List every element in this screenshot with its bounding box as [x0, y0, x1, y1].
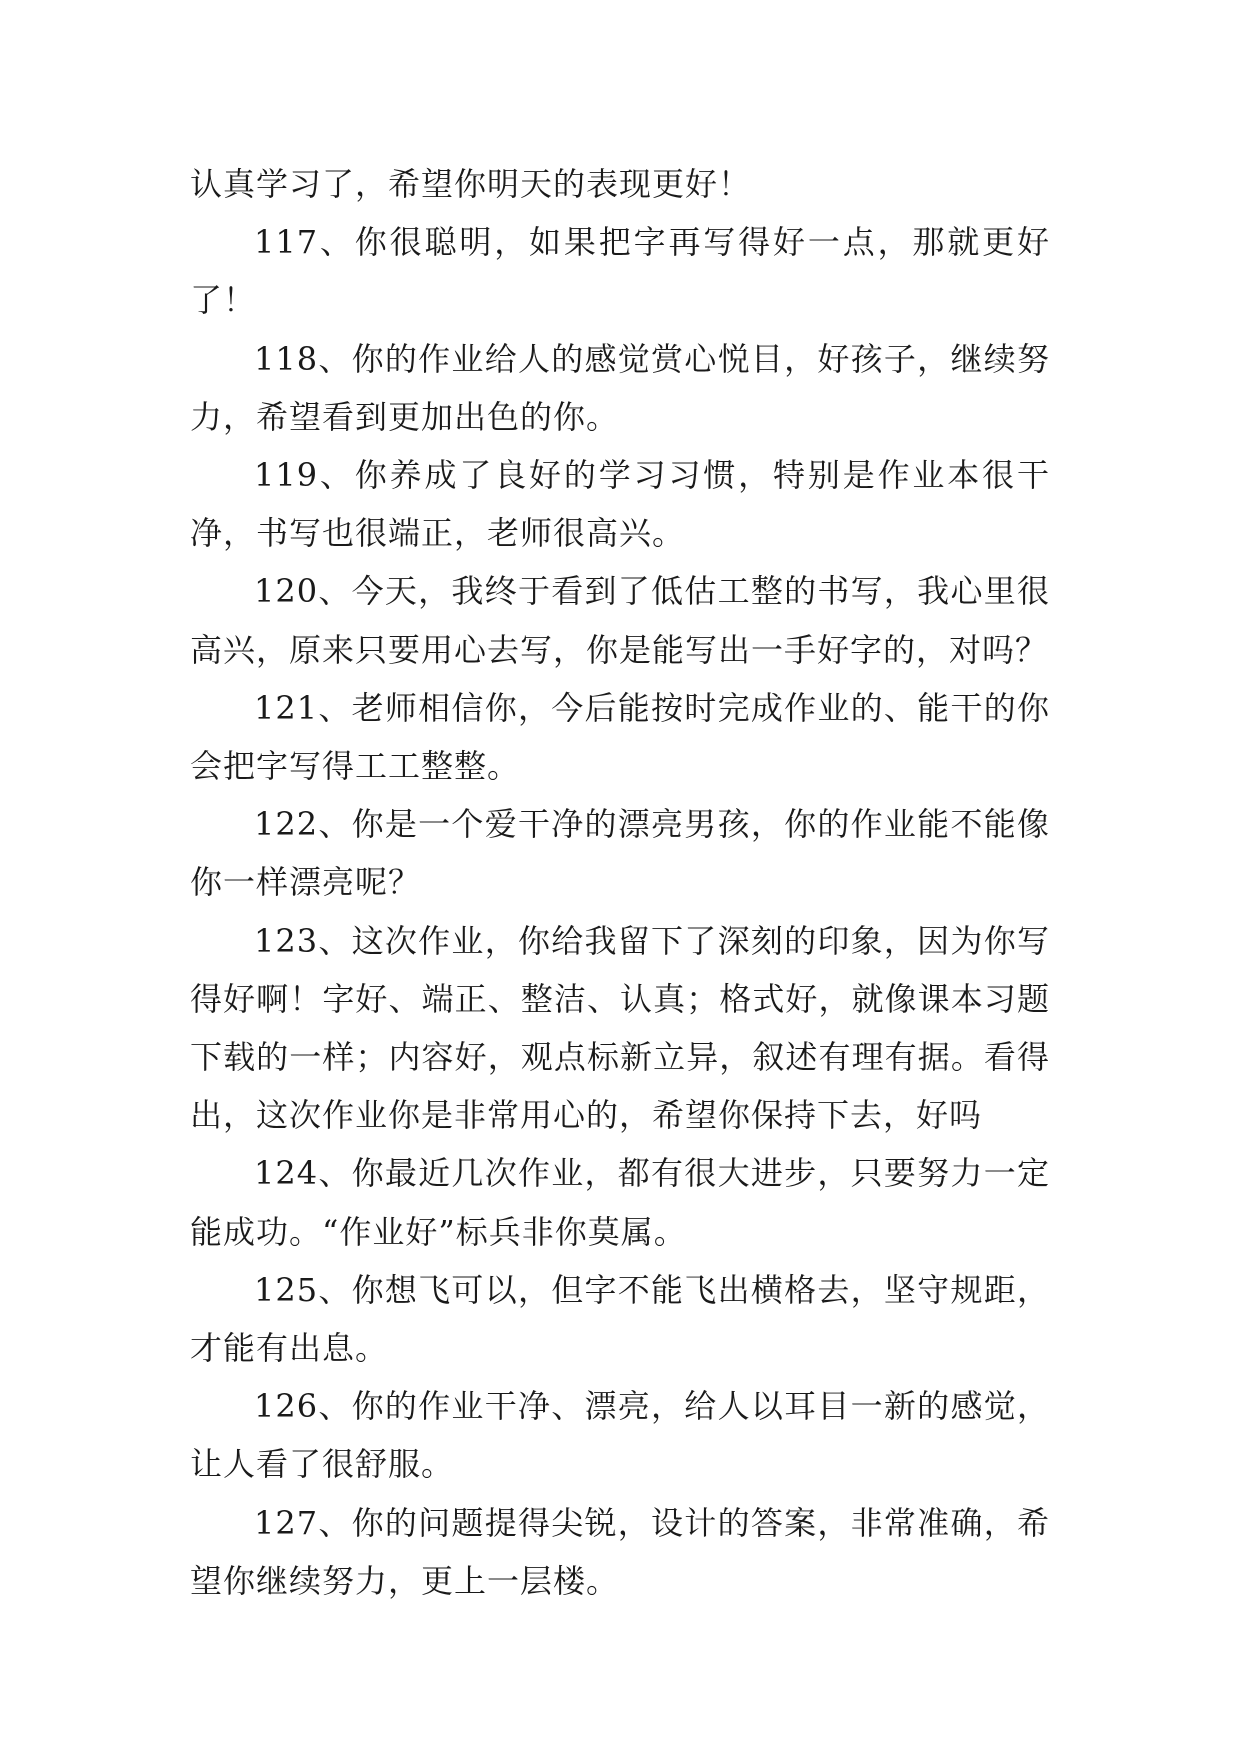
paragraph-125: 125、你想飞可以，但字不能飞出横格去，坚守规距，才能有出息。 [190, 1270, 1050, 1368]
paragraph-119: 119、你养成了良好的学习习惯，特别是作业本很干净，书写也很端正，老师很高兴。 [190, 456, 1050, 553]
paragraph-120: 120、今天，我终于看到了低估工整的书写，我心里很高兴，原来只要用心去写，你是能写出一手好字的，对吗？ [190, 572, 1050, 669]
paragraph-118: 118、你的作业给人的感觉赏心悦目，好孩子，继续努力，希望看到更加出色的你。 [190, 339, 1050, 436]
paragraph-continuation: 认真学习了，希望你明天的表现更好！ [190, 165, 752, 203]
paragraph-122: 122、你是一个爱干净的漂亮男孩，你的作业能不能像你一样漂亮呢？ [190, 805, 1050, 902]
paragraph-127: 127、你的问题提得尖锐，设计的答案，非常准确，希望你继续努力，更上一层楼。 [190, 1503, 1050, 1600]
paragraph-121: 121、老师相信你，今后能按时完成作业的、能干的你会把字写得工工整整。 [190, 688, 1050, 786]
paragraph-117: 117、你很聪明，如果把字再写得好一点，那就更好了！ [190, 223, 1050, 320]
paragraph-123: 123、这次作业，你给我留下了深刻的印象，因为你写得好啊！字好、端正、整洁、认真；格式好，就像课本习题下载的一样；内容好，观点标新立异，叙述有理有据。看得出，这次作业你是非常用心的，希望你保持下去，好吗 [190, 921, 1050, 1135]
paragraph-126: 126、你的作业干净、漂亮，给人以耳目一新的感觉，让人看了很舒服。 [190, 1387, 1050, 1484]
paragraph-124: 124、你最近几次作业，都有很大进步，只要努力一定能成功。“作业好”标兵非你莫属。 [190, 1154, 1050, 1251]
document-body [190, 155, 1050, 1610]
